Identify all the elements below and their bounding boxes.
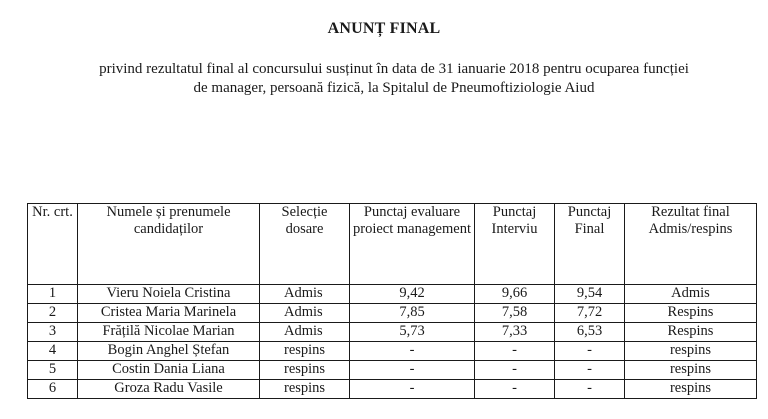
- table-row: [28, 342, 757, 361]
- cell-name: Bogin Anghel Ștefan: [78, 342, 260, 361]
- cell-evaluation: 7,85: [350, 304, 475, 323]
- cell-result: respins: [625, 380, 757, 399]
- cell-nr: 3: [28, 323, 78, 342]
- cell-result: respins: [625, 342, 757, 361]
- cell-interview: 7,58: [475, 304, 555, 323]
- header-result: Rezultat final Admis/respins: [625, 204, 757, 285]
- cell-name: Costin Dania Liana: [78, 361, 260, 380]
- cell-result: Admis: [625, 285, 757, 304]
- cell-nr: 6: [28, 380, 78, 399]
- cell-final: -: [555, 342, 625, 361]
- cell-evaluation: 9,42: [350, 285, 475, 304]
- cell-interview: 7,33: [475, 323, 555, 342]
- cell-final: -: [555, 380, 625, 399]
- cell-result: respins: [625, 361, 757, 380]
- table-row: [28, 323, 757, 342]
- subtitle-line-1: privind rezultatul final al concursului susținut în data de 31 ianuarie 2018 pentru ocuparea funcției: [99, 61, 689, 77]
- cell-interview: 9,66: [475, 285, 555, 304]
- header-interview: Punctaj Interviu: [475, 204, 555, 285]
- table-header-row: [28, 204, 757, 285]
- cell-selection: respins: [260, 342, 350, 361]
- cell-evaluation: -: [350, 380, 475, 399]
- header-name: Numele și prenumele candidaților: [78, 204, 260, 285]
- cell-name: Cristea Maria Marinela: [78, 304, 260, 323]
- table-row: [28, 380, 757, 399]
- header-nr: Nr. crt.: [28, 204, 78, 285]
- header-evaluation: Punctaj evaluare proiect management: [350, 204, 475, 285]
- cell-final: -: [555, 361, 625, 380]
- cell-nr: 5: [28, 361, 78, 380]
- cell-name: Vieru Noiela Cristina: [78, 285, 260, 304]
- cell-interview: -: [475, 361, 555, 380]
- table-row: [28, 285, 757, 304]
- cell-result: Respins: [625, 304, 757, 323]
- cell-interview: -: [475, 342, 555, 361]
- cell-name: Groza Radu Vasile: [78, 380, 260, 399]
- cell-final: 7,72: [555, 304, 625, 323]
- document-subtitle: [30, 60, 758, 98]
- document-title: ANUNȚ FINAL: [327, 20, 441, 37]
- cell-final: 6,53: [555, 323, 625, 342]
- cell-name: Frățilă Nicolae Marian: [78, 323, 260, 342]
- cell-final: 9,54: [555, 285, 625, 304]
- cell-evaluation: 5,73: [350, 323, 475, 342]
- header-selection: Selecție dosare: [260, 204, 350, 285]
- cell-result: Respins: [625, 323, 757, 342]
- header-final: Punctaj Final: [555, 204, 625, 285]
- results-table: [27, 203, 757, 399]
- cell-evaluation: -: [350, 361, 475, 380]
- cell-nr: 2: [28, 304, 78, 323]
- cell-selection: respins: [260, 380, 350, 399]
- cell-interview: -: [475, 380, 555, 399]
- cell-selection: Admis: [260, 304, 350, 323]
- cell-selection: Admis: [260, 323, 350, 342]
- subtitle-line-2: de manager, persoană fizică, la Spitalul de Pneumoftiziologie Aiud: [193, 80, 595, 96]
- cell-nr: 1: [28, 285, 78, 304]
- table-row: [28, 361, 757, 380]
- cell-selection: Admis: [260, 285, 350, 304]
- cell-selection: respins: [260, 361, 350, 380]
- cell-evaluation: -: [350, 342, 475, 361]
- cell-nr: 4: [28, 342, 78, 361]
- table-row: [28, 304, 757, 323]
